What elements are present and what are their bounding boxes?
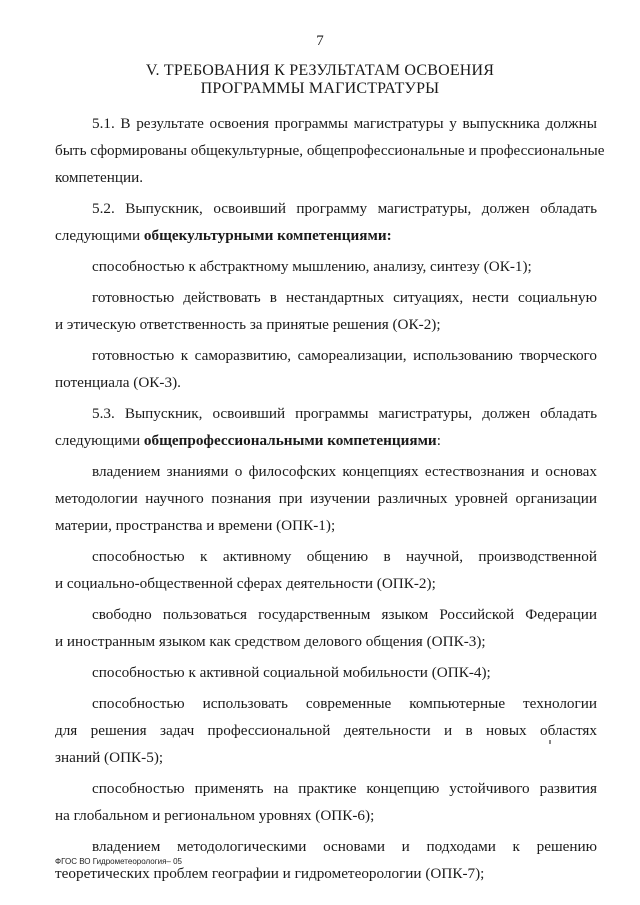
text-line: и иностранным языком как средством делового общения (ОПК-3); [55, 633, 486, 650]
competence-opk-1 [55, 458, 597, 539]
scan-speck [549, 740, 551, 744]
text-fragment: следующими [55, 432, 144, 449]
text-line: владением знаниями о философских концепциях естествознания и основах [92, 463, 597, 480]
text-line: способностью к абстрактному мышлению, анализу, синтезу (ОК-1); [92, 258, 532, 275]
bold-term: общепрофессиональными компетенциями [143, 432, 437, 449]
competence-opk-4 [55, 659, 597, 686]
heading-line-2: ПРОГРАММЫ МАГИСТРАТУРЫ [200, 80, 440, 97]
text-line: знаний (ОПК-5); [55, 749, 164, 766]
text-line: способностью применять на практике концепцию устойчивого развития [92, 780, 597, 797]
competence-ok-1 [55, 253, 597, 280]
text-fragment: : [436, 432, 441, 449]
text-line: 5.3. Выпускник, освоивший программы магистратуры, должен обладать [92, 405, 597, 422]
text-line: потенциала (ОК-3). [55, 374, 181, 391]
competence-opk-5 [55, 690, 597, 771]
page-footer: ФГОС ВО Гидрометеорология– 05 [55, 857, 182, 866]
text-line: и этическую ответственность за принятые решения (ОК-2); [55, 316, 441, 333]
text-line: материи, пространства и времени (ОПК-1); [55, 517, 336, 534]
text-line: быть сформированы общекультурные, общепрофессиональные и профессиональные [55, 142, 605, 159]
text-line: и социально-общественной сферах деятельности (ОПК-2); [55, 575, 436, 592]
text-fragment: следующими [55, 227, 144, 244]
competence-opk-6 [55, 775, 597, 829]
competence-ok-3 [55, 342, 597, 396]
paragraph-5-3 [55, 400, 597, 454]
text-line: свободно пользоваться государственным языком Российской Федерации [92, 606, 597, 623]
text-line: способностью к активной социальной мобильности (ОПК-4); [92, 664, 491, 681]
text-line [55, 222, 597, 249]
text-line [55, 427, 597, 454]
text-line: на глобальном и региональном уровнях (ОПК-6); [55, 807, 375, 824]
text-line: теоретических проблем географии и гидрометеорологии (ОПК-7); [55, 865, 485, 882]
competence-opk-3 [55, 601, 597, 655]
text-line: владением методологическими основами и подходами к решению [92, 838, 597, 855]
page-number: 7 [316, 33, 324, 49]
section-heading [0, 62, 640, 98]
text-line: для решения задач профессиональной деятельности и в новых областях [55, 722, 597, 739]
paragraph-5-1 [55, 110, 605, 191]
text-line: готовностью действовать в нестандартных ситуациях, нести социальную [92, 289, 597, 306]
competence-opk-2 [55, 543, 597, 597]
text-line: готовностью к саморазвитию, самореализации, использованию творческого [92, 347, 597, 364]
text-line: способностью к активному общению в научной, производственной [92, 548, 597, 565]
competence-ok-2 [55, 284, 597, 338]
text-line: методологии научного познания при изучении различных уровней организации [55, 490, 597, 507]
text-line: 5.2. Выпускник, освоивший программу магистратуры, должен обладать [92, 200, 597, 217]
text-line: способностью использовать современные компьютерные технологии [92, 695, 597, 712]
bold-term: общекультурными компетенциями: [143, 227, 392, 244]
text-line: 5.1. В результате освоения программы магистратуры у выпускника должны [92, 115, 597, 132]
heading-line-1: V. ТРЕБОВАНИЯ К РЕЗУЛЬТАТАМ ОСВОЕНИЯ [145, 62, 495, 79]
document-body [55, 110, 605, 887]
paragraph-5-2 [55, 195, 597, 249]
text-line: компетенции. [55, 169, 144, 186]
